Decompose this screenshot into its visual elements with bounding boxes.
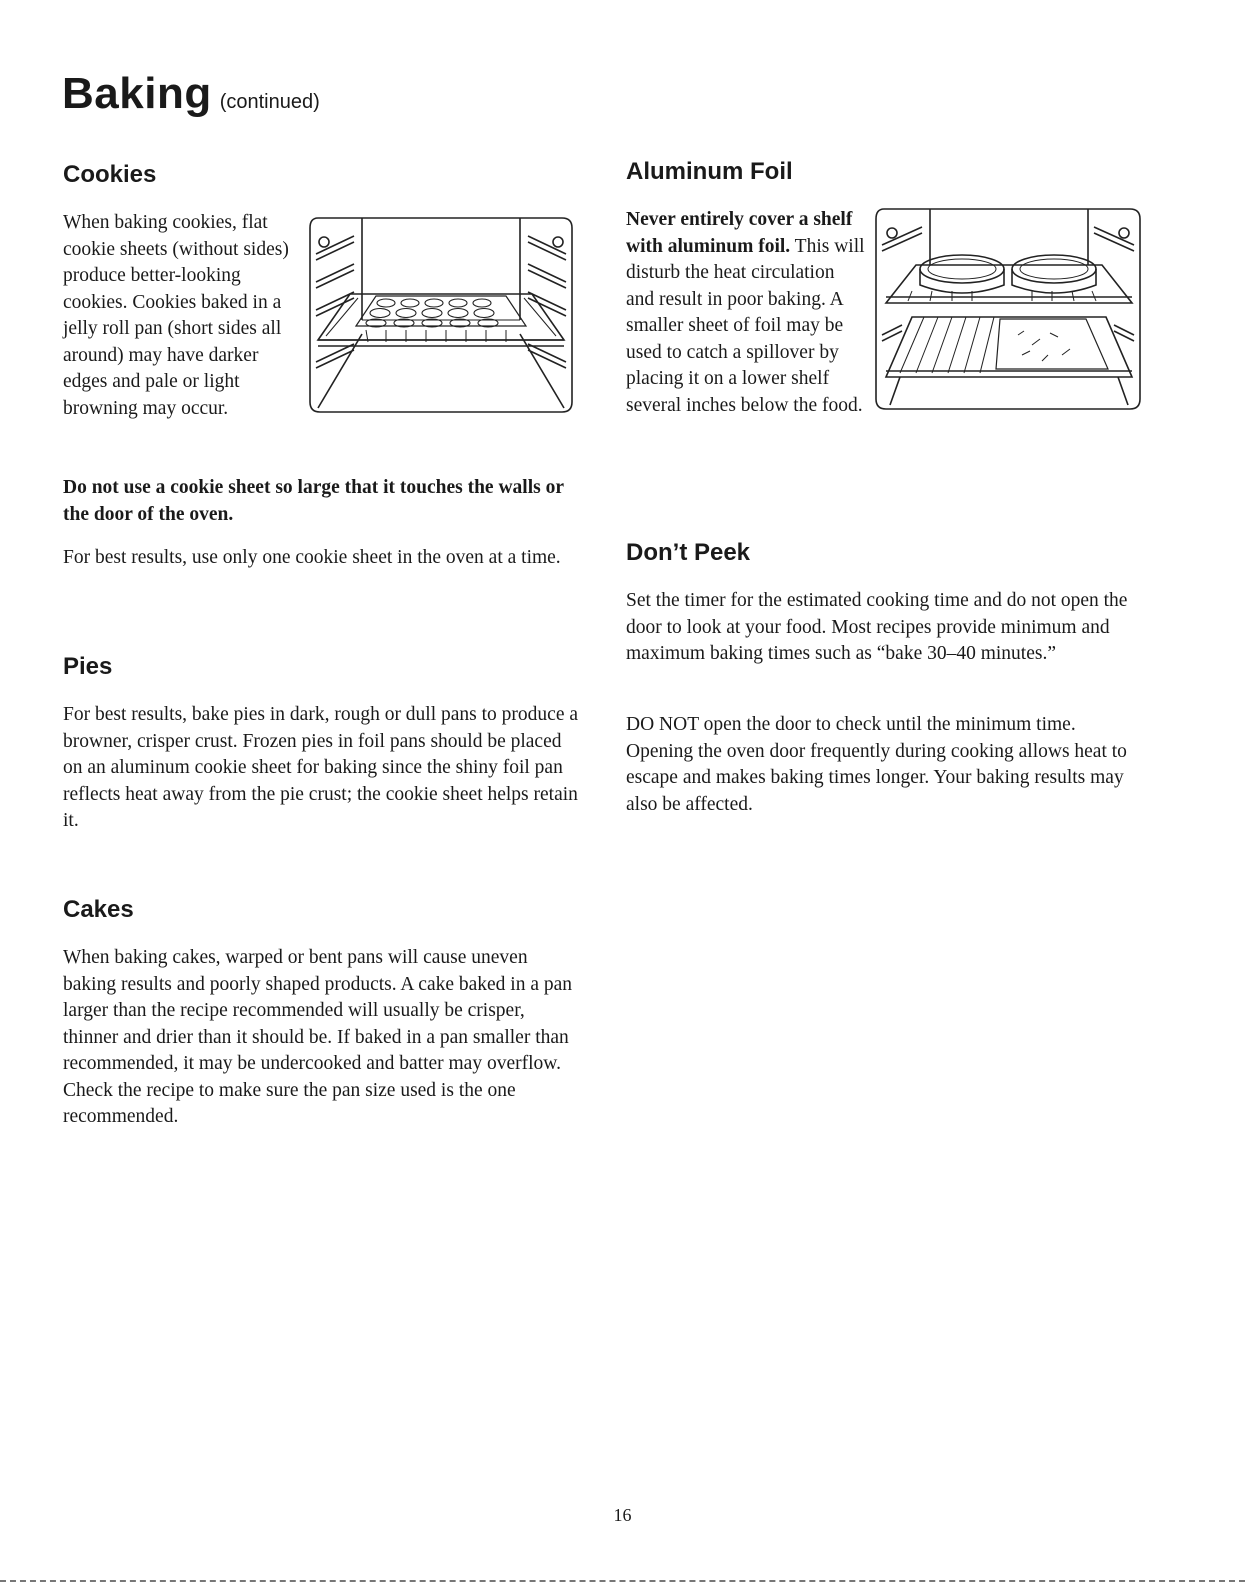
aluminum-foil-text: This will disturb the heat circulation and result in poor baking. A smaller sheet of foil may be used to catch a spillover by placing it on a lower shelf several inches below the food.: [626, 235, 865, 416]
cookies-warning: [63, 475, 583, 528]
cookies-intro: When baking cookies, flat cookie sheets (without sides) produce better-looking cookies. Cookies baked in a jelly roll pan (short sides all around) may have darker edges and pale or light browning may occur.: [63, 212, 289, 419]
bottom-rule: [0, 1580, 1245, 1582]
dont-peek-heading: Don’t Peek: [626, 539, 751, 566]
aluminum-foil-lead: Never entirely cover a shelf with aluminum foil.: [626, 209, 853, 257]
aluminum-foil-heading: Aluminum Foil: [626, 158, 793, 185]
cookie-sheet-oven-illustration: [306, 212, 576, 418]
dont-peek-para2: DO NOT open the door to check until the minimum time. Opening the oven door frequently during cooking allows heat to escape and makes baking times longer. Your baking results may also be affected.: [626, 714, 1127, 815]
cookies-tip: For best results, use only one cookie sheet in the oven at a time.: [63, 547, 561, 568]
cookies-warning-text: Do not use a cookie sheet so large that it touches the walls or the door of the oven.: [63, 477, 564, 525]
pies-heading: Pies: [63, 653, 113, 680]
dont-peek-para1: Set the timer for the estimated cooking time and do not open the door to look at your food. Most recipes provide minimum and maximum baking times such as “bake 30–40 minutes.”: [626, 590, 1128, 664]
cakes-body: When baking cakes, warped or bent pans will cause uneven baking results and poorly shaped products. A cake baked in a pan larger than the recipe recommended will usually be crisper, thinner and drier than it should be. If baked in a pan smaller than recommended, it may be undercooked and batter may overflow. Check the recipe to make sure the pan size used is the one recommended.: [63, 947, 573, 1127]
page-title-main: Baking: [62, 69, 212, 118]
page-number: 16: [613, 1505, 632, 1525]
cakes-heading: Cakes: [63, 896, 134, 923]
foil-shelf-oven-illustration: [872, 205, 1144, 413]
aluminum-foil-body: [626, 207, 866, 419]
page-title: [62, 69, 320, 118]
pies-body: For best results, bake pies in dark, rough or dull pans to produce a browner, crisper crust. Frozen pies in foil pans should be placed on an aluminum cookie sheet for baking since the shiny foil pan reflects heat away from the pie crust; the cookie sheet helps retain it.: [63, 704, 579, 831]
cookies-heading: Cookies: [63, 161, 157, 188]
page-title-suffix: (continued): [219, 91, 320, 113]
